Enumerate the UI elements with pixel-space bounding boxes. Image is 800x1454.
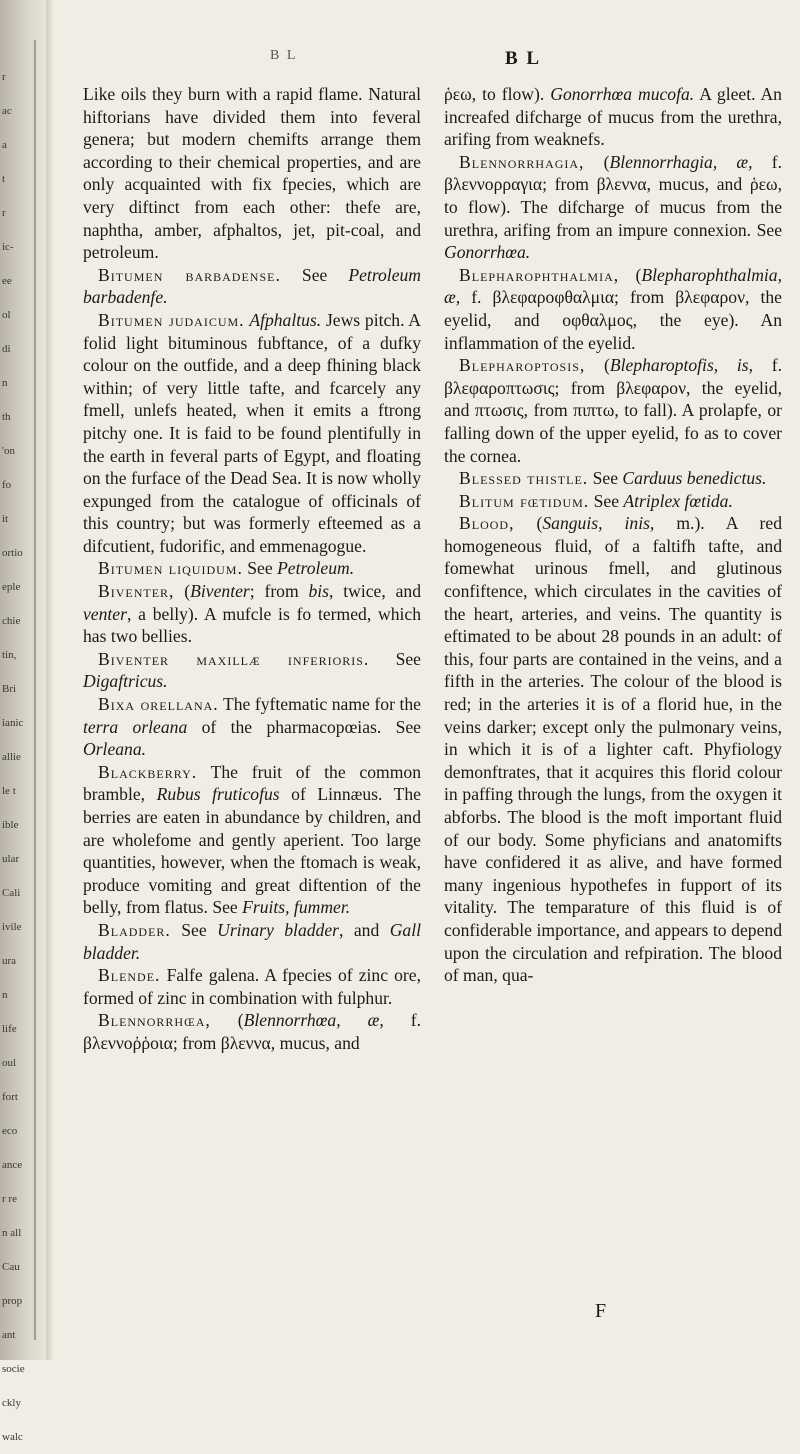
gutter-fragment: oul	[2, 1057, 17, 1069]
entry-headword: Blende.	[98, 965, 161, 986]
signature-mark: F	[595, 1300, 607, 1322]
italic-text: Rubus fruticofus	[156, 784, 280, 805]
gutter-fragment: eco	[2, 1125, 18, 1137]
entry-headword: Bladder.	[98, 919, 171, 940]
gutter-fragment: ible	[2, 819, 19, 831]
gutter-fragment: socie	[2, 1363, 25, 1375]
italic-text: Carduus benedictus.	[622, 468, 767, 489]
italic-text: Gall bladder.	[83, 919, 421, 963]
gutter-fragment: chie	[2, 615, 21, 627]
body-text: See	[242, 558, 278, 579]
body-text: Falfe galena. A fpecies of zinc ore, formed of zinc in combination with fulphur.	[83, 965, 421, 1008]
dictionary-entry	[83, 919, 421, 964]
gutter-fragment: r re	[2, 1193, 17, 1205]
dictionary-entry	[83, 693, 421, 761]
right-column	[444, 83, 782, 987]
body-text: , a belly). A mufcle is fo termed, which has two bellies.	[83, 603, 421, 647]
entry-headword: Biventer maxillæ inferioris.	[98, 648, 370, 669]
gutter-fragment: n all	[2, 1227, 22, 1239]
gutter-fragment: ivile	[2, 921, 22, 933]
entry-headword: Bixa orellana.	[98, 694, 219, 715]
gutter-fragment: ura	[2, 955, 17, 967]
italic-text: Biventer	[190, 581, 250, 602]
entry-headword: Blepharoptosis,	[459, 355, 586, 376]
dictionary-entry	[83, 761, 421, 919]
entry-headword: Blessed thistle.	[459, 468, 589, 489]
body-text: f. βλεννορραγια; from βλεννα, mucus, and ῥεω, to flow). The difcharge of mucus from the urethra, arifing from an impure connexion. See	[444, 151, 782, 240]
body-text: The fruit of the common bramble,	[83, 761, 421, 805]
italic-text: Petroleum barbadenfe.	[83, 264, 422, 308]
gutter-fragment: Bri	[2, 683, 17, 695]
italic-text: Blepharoptofis, is,	[609, 355, 754, 376]
dictionary-entry	[83, 648, 421, 693]
entry-headword: Blepharophthalmia,	[459, 264, 620, 285]
italic-text: Blepharophthalmia, æ,	[444, 264, 782, 308]
gutter-fragment: ee	[2, 275, 12, 287]
italic-text: Atriplex fœtida.	[623, 490, 733, 511]
body-text: of the pharmacopœias. See	[187, 716, 421, 737]
gutter-fragment: th	[2, 411, 11, 423]
gutter-fragment: ol	[2, 309, 11, 321]
continued-text	[83, 83, 421, 264]
dictionary-entry	[83, 580, 421, 648]
italic-text: Orleana.	[83, 739, 147, 760]
italic-text: Fruits, fummer.	[242, 897, 351, 918]
italic-text: Sanguis, inis,	[542, 513, 655, 534]
body-text: See	[588, 468, 623, 489]
dictionary-entry	[83, 1009, 421, 1054]
italic-text: Blennorrhœa, æ,	[243, 1010, 384, 1031]
italic-text: Gonorrhœa.	[444, 242, 531, 263]
body-text: m.). A red homogeneous fluid, of a faltifh tafte, and fomewhat urinous fmell, and glutinous confiftence, which circulates in the cavities of the heart, arteries, and veins. The quantity is eftimated to be about 28 pounds in an adult: of this, four parts are contained in the veins, and a fifth in the arteries. The colour of the blood is red; in the arteries it is of a florid hue, in the veins darker; except only the pulmonary veins, in which it is of a lighter caft. Phyfiology demonftrates, that it acquires this florid colour in paffing through the lungs, from the oxygen it abforbs. The blood is the moft important fluid of our body. Some phyficians and anatomifts have confidered it as alive, and have formed many ingenious hypothefes in fupport of its vitality. The temparature of this fluid is of confiderable importance, and appears to depend upon the circulation and refpiration. The blood of man, qua-	[444, 513, 782, 986]
body-text: of Linnæus. The berries are eaten in abundance by children, and are wholefome and gently aperient. Too large quantities, however, when the ftomach is weak, produce vomiting and great diftention of the belly, from flatus. See	[83, 784, 421, 918]
gutter-fragment: Cali	[2, 887, 21, 899]
body-text: (	[619, 264, 642, 285]
gutter-fragment: it	[2, 513, 9, 525]
entry-headword: Biventer,	[98, 581, 175, 602]
left-column	[83, 83, 421, 1055]
gutter-fragment: fo	[2, 479, 12, 491]
body-text: Jews pitch. A folid light bituminous fubftance, of a dufky colour on the outfide, and a deep fhining black within; of very little tafte, and fcarcely any fmell, unlefs heated, when it emits a ftrong pitchy one. It is faid to be found plentifully in the earth in feveral parts of Egypt, and floating on the furface of the Dead Sea. It is now wholly expunged from the catalogue of officinals of this country; but was formerly efteemed as a difcutient, fudorific, and emmenagogue.	[83, 309, 421, 556]
italic-text: Urinary bladder	[217, 919, 339, 940]
entry-headword: Bitumen judaicum.	[98, 309, 245, 330]
italic-text: Afphaltus.	[249, 309, 322, 330]
gutter-fragment: ic-	[2, 241, 14, 253]
gutter-fragment: r	[2, 71, 6, 83]
italic-text: terra orleana	[83, 716, 188, 737]
gutter-fragment: r	[2, 207, 6, 219]
dictionary-entry	[444, 354, 782, 467]
gutter-fragment: tin,	[2, 649, 17, 661]
italic-text: Petroleum.	[277, 558, 355, 579]
italic-text: Digaftricus.	[83, 671, 168, 692]
body-text: f. βλεφαροφθαλμια; from βλεφαρον, the eyelid, and οφθαλμος, the eye). An inflammation of the eyelid.	[444, 287, 782, 353]
italic-text: venter	[83, 603, 127, 624]
gutter-fragment: eple	[2, 581, 21, 593]
dictionary-entry	[83, 964, 421, 1009]
dictionary-entry	[444, 467, 782, 490]
dictionary-entry	[83, 557, 421, 580]
entry-headword: Blennorrhagia,	[459, 151, 585, 172]
gutter-fragment: ckly	[2, 1397, 21, 1409]
body-text: , twice, and	[329, 581, 421, 602]
dictionary-entry	[83, 264, 421, 309]
body-text: ; from	[249, 581, 309, 602]
gutter-fragment: prop	[2, 1295, 23, 1307]
gutter-fragment: allie	[2, 751, 21, 763]
gutter-fragment: Cau	[2, 1261, 20, 1273]
entry-headword: Bitumen liquidum.	[98, 558, 243, 579]
gutter-fragment: t	[2, 173, 6, 185]
gutter-fragment: 'on	[2, 445, 15, 457]
facing-page-fragments	[2, 60, 38, 1454]
body-text: f. βλεφαροπτωσις; from βλεφαρον, the eyelid, and πτωσις, from πιπτω, to fall). A prolapfe, or falling down of the upper eyelid, fo as to cover the cornea.	[444, 355, 782, 466]
gutter-fragment: life	[2, 1023, 17, 1035]
gutter-fragment: ular	[2, 853, 20, 865]
body-text: The fyftematic name for the	[218, 694, 421, 715]
body-text: See	[170, 919, 218, 940]
gutter-fragment: le t	[2, 785, 16, 797]
body-text: See	[589, 490, 624, 511]
dictionary-entry	[444, 490, 782, 513]
body-text: ῥεω, to flow).	[444, 84, 551, 104]
continued-text	[444, 83, 782, 151]
body-text: See	[369, 648, 421, 669]
gutter-fragment: fort	[2, 1091, 18, 1103]
body-text: , and	[339, 919, 390, 940]
italic-text: bis	[308, 581, 330, 602]
dictionary-entry	[444, 151, 782, 264]
body-text: A gleet. An increafed difcharge of mucus from the urethra, arifing from weaknefs.	[444, 84, 782, 150]
body-text: Like oils they burn with a rapid flame. Natural hiftorians have divided them into feveral genera; but modern chemifts arrange them according to their chemical properties, and are only acquainted with fix fpecies, which are very diftinct from each other: thefe are, naphtha, amber, afphaltos, jet, pit-coal, and petroleum.	[83, 84, 421, 263]
entry-headword: Bitumen barbadense.	[98, 264, 281, 285]
gutter-fragment: ance	[2, 1159, 23, 1171]
gutter-fragment: ortio	[2, 547, 23, 559]
entry-headword: Blackberry.	[98, 761, 198, 782]
italic-text: Blennorrhagia, æ,	[609, 151, 753, 172]
body-text: (	[514, 513, 543, 534]
body-text: f. βλεννοῤῥοια; from βλεννα, mucus, and	[83, 1010, 421, 1053]
dictionary-entry	[83, 309, 421, 558]
entry-headword: Blood,	[459, 513, 515, 534]
dictionary-entry	[444, 264, 782, 354]
gutter-fragment: n	[2, 377, 8, 389]
body-text: (	[585, 355, 610, 376]
gutter-fragment: walc	[2, 1431, 23, 1443]
running-head-right: B L	[505, 48, 542, 69]
body-text: (	[210, 1010, 244, 1031]
page-spine-shadow	[46, 0, 54, 1360]
body-text: See	[280, 264, 349, 285]
gutter-fragment: ianic	[2, 717, 24, 729]
entry-headword: Blitum fœtidum.	[459, 490, 590, 511]
entry-headword: Blennorrhœa,	[98, 1010, 211, 1031]
running-head-left: B L	[270, 48, 298, 63]
body-text: (	[584, 151, 610, 172]
gutter-fragment: n	[2, 989, 8, 1001]
gutter-fragment: ac	[2, 105, 12, 117]
dictionary-entry	[444, 512, 782, 986]
gutter-fragment: ant	[2, 1329, 16, 1341]
body-text: (	[174, 581, 191, 602]
gutter-fragment: di	[2, 343, 11, 355]
italic-text: Gonorrhœa mucofa.	[550, 84, 695, 104]
gutter-fragment: a	[2, 139, 7, 151]
